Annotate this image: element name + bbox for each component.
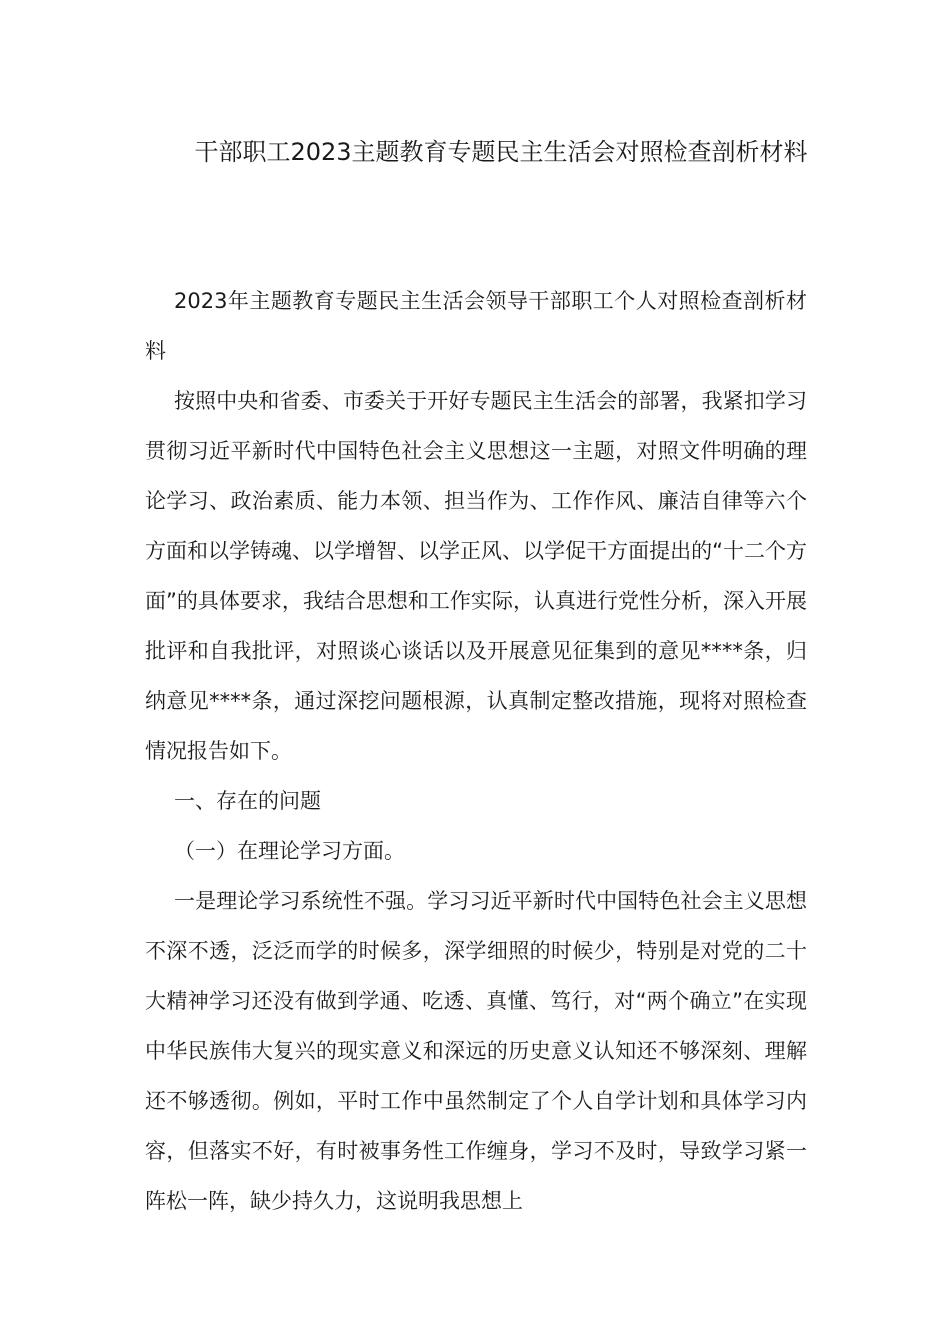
section-heading: 一、存在的问题 bbox=[174, 789, 321, 813]
subsection-heading: （一）在理论学习方面。 bbox=[174, 839, 405, 863]
paragraph-intro: 按照中央和省委、市委关于开好专题民主生活会的部署，我紧扣学习贯彻习近平新时代中国特色社会主义思想这一主题，对照文件明确的理论学习、政治素质、能力本领、担当作为、工作作风、廉洁自律等六个方面和以学铸魂、以学增智、以学正风、以学促干方面提出的“十二个方面”的具体要求，我结合思想和工作实际，认真进行党性分析，深入开展批评和自我批评，对照谈心谈话以及开展意见征集到的意见****条，归纳意见****条，通过深挖问题根源，认真制定整改措施，现将对照检查情况报告如下。 bbox=[145, 389, 807, 763]
paragraph-point-one: 一是理论学习系统性不强。学习习近平新时代中国特色社会主义思想不深不透，泛泛而学的时候多，深学细照的时候少，特别是对党的二十大精神学习还没有做到学通、吃透、真懂、笃行，对“两个确立”在实现中华民族伟大复兴的现实意义和深远的历史意义认知还不够深刻、理解还不够透彻。例如，平时工作中虽然制定了个人自学计划和具体学习内容，但落实不好，有时被事务性工作缠身，学习不及时，导致学习紧一阵松一阵，缺少持久力，这说明我思想上 bbox=[145, 889, 807, 1213]
paragraph-subtitle: 2023年主题教育专题民主生活会领导干部职工个人对照检查剖析材料 bbox=[145, 289, 807, 363]
document-title: 干部职工2023主题教育专题民主生活会对照检查剖析材料 bbox=[194, 138, 808, 166]
document-body bbox=[145, 276, 807, 1226]
